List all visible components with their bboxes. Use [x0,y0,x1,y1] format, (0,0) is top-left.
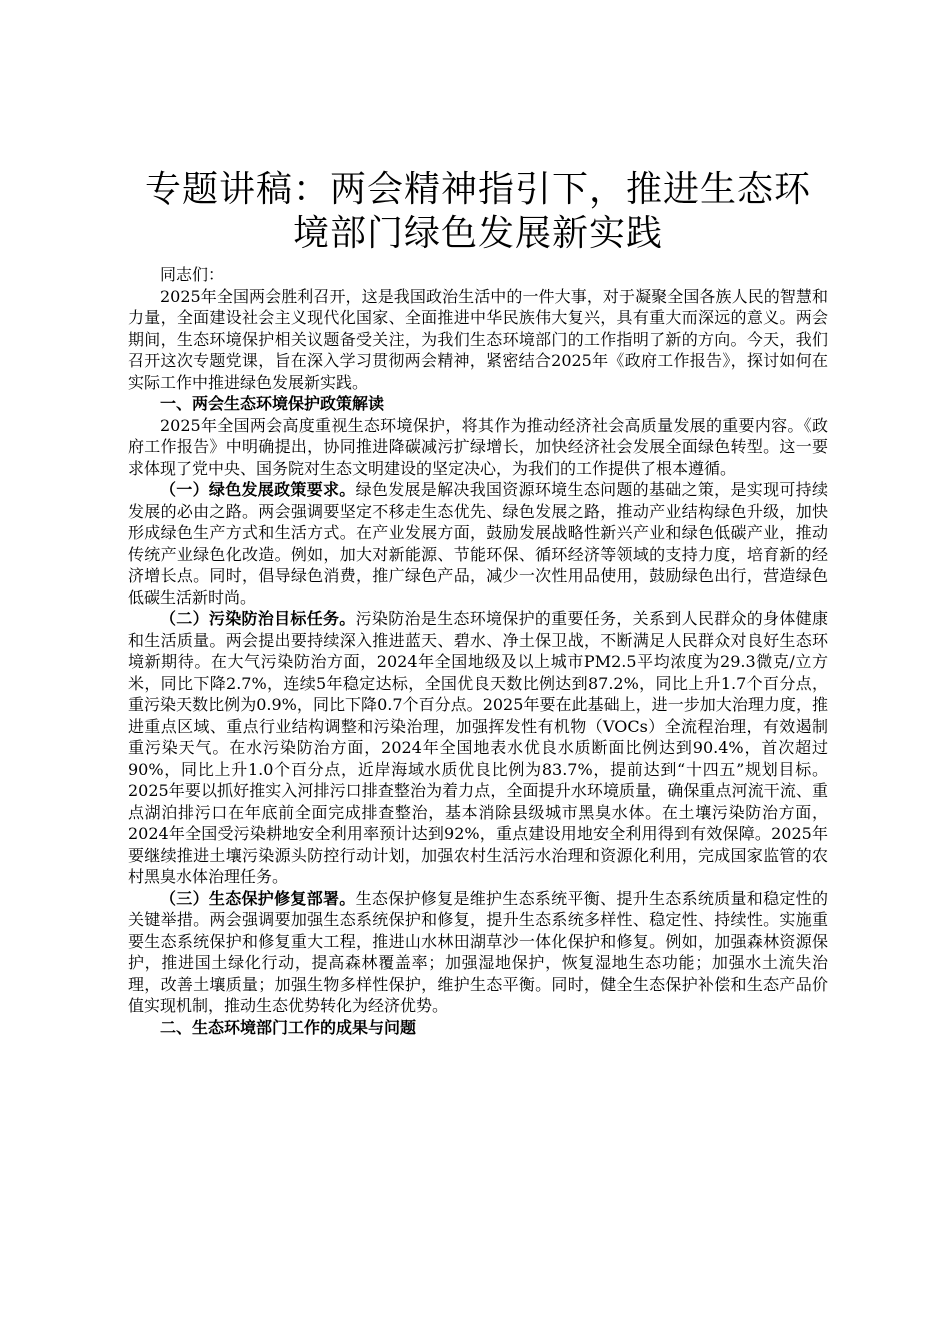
subsection-3-paragraph [128,888,828,1017]
subsection-1-lead: （一）绿色发展政策要求。 [160,480,356,499]
document-page [128,168,828,1038]
section-2-heading: 二、生态环境部门工作的成果与问题 [160,1017,417,1037]
subsection-2-lead: （二）污染防治目标任务。 [160,609,356,628]
subsection-3-lead: （三）生态保护修复部署。 [160,888,356,908]
subsection-2-paragraph [128,608,828,888]
subsection-1-text: 绿色发展是解决我国资源环境生态问题的基础之策，是实现可持续发展的必由之路。两会强调要坚定不移走生态优先、绿色发展之路，推动产业结构绿色升级，加快形成绿色生产方式和生活方式。在产业发展方面，鼓励发展战略性新兴产业和绿色低碳产业，推动传统产业绿色化改造。例如，加大对新能源、节能环保、循环经济等领域的支持力度，培育新的经济增长点。同时，倡导绿色消费，推广绿色产品，减少一次性用品使用，鼓励绿色出行，营造绿色低碳生活新时尚。 [128,480,828,607]
section-1-paragraph: 2025年全国两会高度重视生态环境保护，将其作为推动经济社会高质量发展的重要内容。《政府工作报告》中明确提出，协同推进降碳减污扩绿增长，加快经济社会发展全面绿色转型。这一要求体现了党中央、国务院对生态文明建设的坚定决心，为我们的工作提供了根本遵循。 [128,415,828,478]
section-1-heading: 一、两会生态环境保护政策解读 [160,394,385,413]
subsection-1-paragraph [128,479,828,608]
intro-paragraph: 2025年全国两会胜利召开，这是我国政治生活中的一件大事，对于凝聚全国各族人民的智慧和力量，全面建设社会主义现代化国家、全面推进中华民族伟大复兴，具有重大而深远的意义。两会期间，生态环境保护相关议题备受关注，为我们生态环境部门的工作指明了新的方向。今天，我们召开这次专题党课，旨在深入学习贯彻两会精神，紧密结合2025年《政府工作报告》，探讨如何在实际工作中推进绿色发展新实践。 [128,286,828,392]
document-title: 专题讲稿：两会精神指引下，推进生态环境部门绿色发展新实践 [144,169,811,254]
salutation: 同志们： [160,265,225,284]
subsection-3-text: 生态保护修复是维护生态系统平衡、提升生态系统质量和稳定性的关键举措。两会强调要加强生态系统保护和修复，提升生态系统多样性、稳定性、持续性。实施重要生态系统保护和修复重大工程，推进山水林田湖草沙一体化保护和修复。例如，加强森林资源保护，推进国土绿化行动，提高森林覆盖率；加强湿地保护，恢复湿地生态功能；加强水土流失治理，改善土壤质量；加强生物多样性保护，维护生态平衡。同时，健全生态保护补偿和生态产品价值实现机制，推动生态优势转化为经济优势。 [128,888,828,1015]
subsection-2-text: 污染防治是生态环境保护的重要任务，关系到人民群众的身体健康和生活质量。两会提出要持续深入推进蓝天、碧水、净土保卫战，不断满足人民群众对良好生态环境新期待。在大气污染防治方面，2024年全国地级及以上城市PM2.5平均浓度为29.3微克/立方米，同比下降2.7%，连续5年稳定达标，全国优良天数比例达到87.2%，同比上升1.7个百分点，重污染天数比例为0.9%，同比下降0.7个百分点。2025年要在此基础上，进一步加大治理力度，推进重点区域、重点行业结构调整和污染治理，加强挥发性有机物（VOCs）全流程治理，有效遏制重污染天气。在水污染防治方面，2024年全国地表水优良水质断面比例达到90.4%，首次超过90%，同比上升1.0个百分点，近岸海域水质优良比例为83.7%，提前达到“十四五”规划目标。2025年要以抓好推实入河排污口排查整治为着力点，全面提升水环境质量，确保重点河流干流、重点湖泊排污口在年底前全面完成排查整治，基本消除县级城市黑臭水体。在土壤污染防治方面，2024年全国受污染耕地安全利用率预计达到92%，重点建设用地安全利用得到有效保障。2025年要继续推进土壤污染源头防控行动计划，加强农村生活污水治理和资源化利用，完成国家监管的农村黑臭水体治理任务。 [128,609,828,886]
